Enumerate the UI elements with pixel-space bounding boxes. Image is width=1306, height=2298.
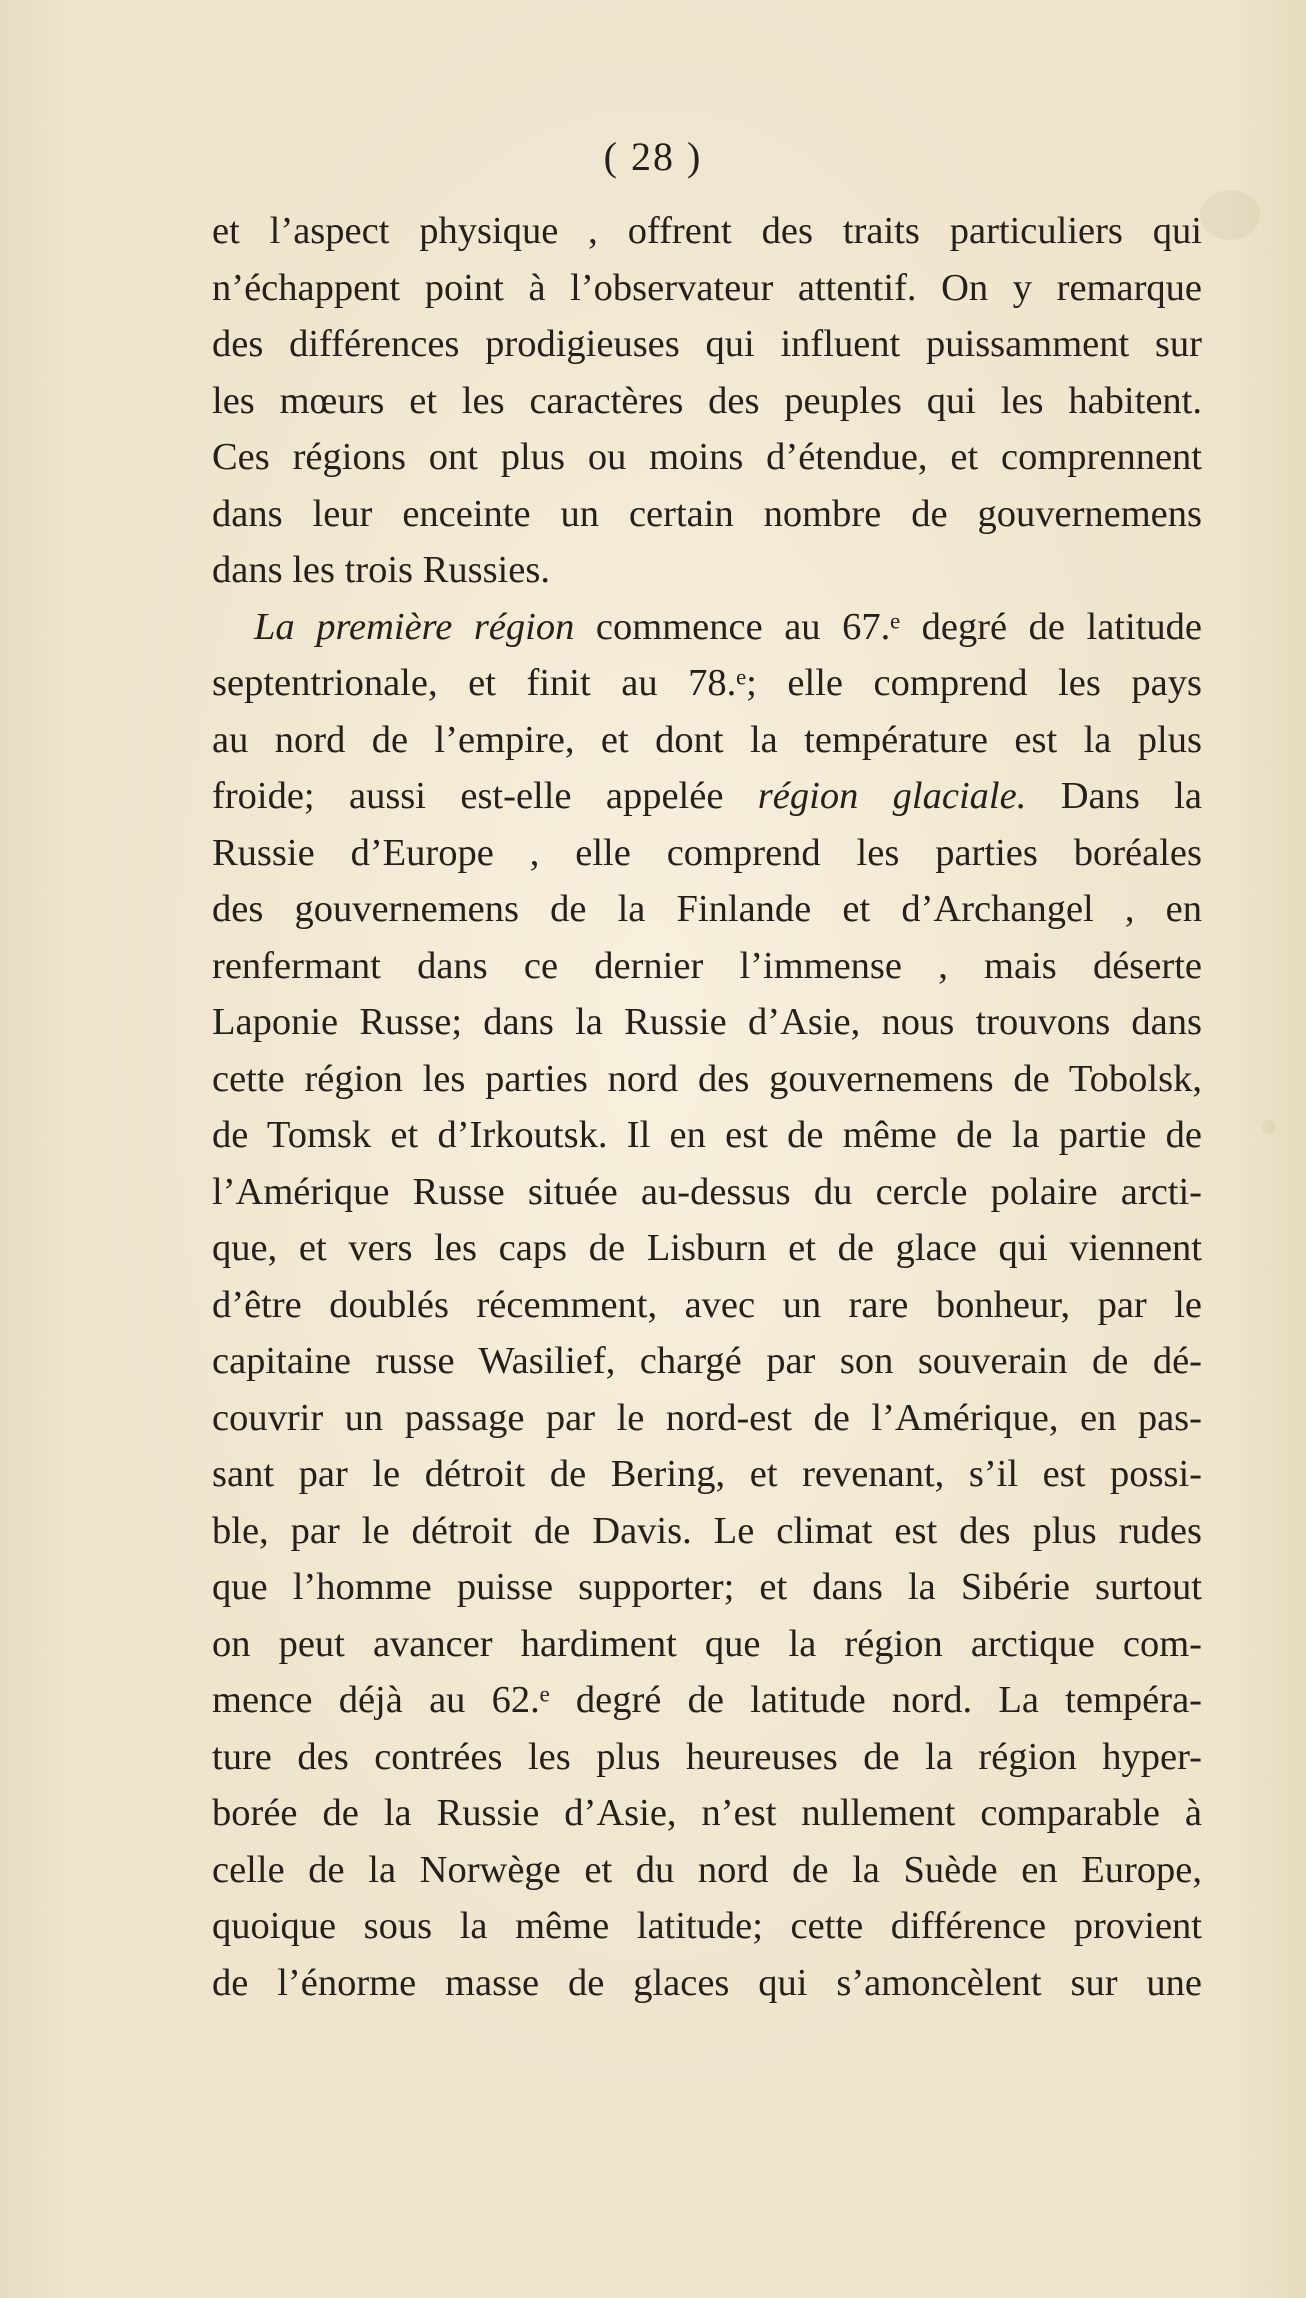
text-line: couvrir un passage par le nord-est de l’Amérique, en pas- <box>212 1396 1202 1439</box>
body-text <box>212 203 1202 2011</box>
text-line: les mœurs et les caractères des peuples qui les habitent. <box>212 379 1202 422</box>
text-line: l’Amérique Russe située au-dessus du cercle polaire arcti- <box>212 1170 1202 1213</box>
text-line: que, et vers les caps de Lisburn et de glace qui viennent <box>212 1227 1202 1269</box>
text-line: n’échappent point à l’observateur attentif. On y remarque <box>212 266 1202 309</box>
text-line: au nord de l’empire, et dont la température est la plus <box>212 718 1202 761</box>
text-line: que l’homme puisse supporter; et dans la Sibérie surtout <box>212 1566 1202 1608</box>
text-line: renfermant dans ce dernier l’immense , mais déserte <box>212 944 1202 987</box>
text-run: froide; aussi est-elle appelée <box>212 775 758 817</box>
text-line: ture des contrées les plus heureuses de la région hyper- <box>212 1735 1202 1778</box>
text-line: de Tomsk et d’Irkoutsk. Il en est de même de la partie de <box>212 1114 1202 1156</box>
text-line: dans leur enceinte un certain nombre de gouvernemens <box>212 492 1202 535</box>
paragraph-end-line: dans les trois Russies. <box>212 549 550 591</box>
text-line: des différences prodigieuses qui influent puissamment sur <box>212 323 1202 365</box>
text-line: de l’énorme masse de glaces qui s’amoncèlent sur une <box>212 1961 1202 2004</box>
paper-stain <box>1200 190 1260 240</box>
text-line <box>212 768 1202 825</box>
text-line: Russie d’Europe , elle comprend les parties boréales <box>212 831 1202 874</box>
text-run: Dans la <box>1026 775 1202 817</box>
text-line: des gouvernemens de la Finlande et d’Archangel , en <box>212 888 1202 930</box>
text-line: Ces régions ont plus ou moins d’étendue, et comprennent <box>212 436 1202 478</box>
text-line: cette région les parties nord des gouvernemens de Tobolsk, <box>212 1057 1202 1100</box>
italic-term: La première région <box>254 605 575 648</box>
text-line: septentrionale, et finit au 78.ᵉ; elle comprend les pays <box>212 662 1202 704</box>
text-line: mence déjà au 62.ᵉ degré de latitude nord. La tempéra- <box>212 1679 1202 1721</box>
text-line: borée de la Russie d’Asie, n’est nullement comparable à <box>212 1792 1202 1834</box>
text-line: d’être doublés récemment, avec un rare bonheur, par le <box>212 1283 1202 1326</box>
paper-stain <box>1262 1120 1276 1134</box>
text-line: sant par le détroit de Bering, et revenant, s’il est possi- <box>212 1453 1202 1495</box>
text-run: commence au 67.ᵉ degré de latitude <box>574 605 1202 648</box>
text-line: quoique sous la même latitude; cette différence provient <box>212 1905 1202 1947</box>
page-number: ( 28 ) <box>603 134 703 179</box>
text-line: Laponie Russe; dans la Russie d’Asie, nous trouvons dans <box>212 1001 1202 1043</box>
text-line: on peut avancer hardiment que la région arctique com- <box>212 1622 1202 1665</box>
text-line: ble, par le détroit de Davis. Le climat est des plus rudes <box>212 1509 1202 1552</box>
text-line: celle de la Norwège et du nord de la Suède en Europe, <box>212 1848 1202 1891</box>
italic-term: région glaciale. <box>757 775 1027 817</box>
text-line: capitaine russe Wasilief, chargé par son souverain de dé- <box>212 1340 1202 1382</box>
text-line: et l’aspect physique , offrent des traits particuliers qui <box>212 210 1202 252</box>
paragraph-start-line <box>212 599 1202 656</box>
